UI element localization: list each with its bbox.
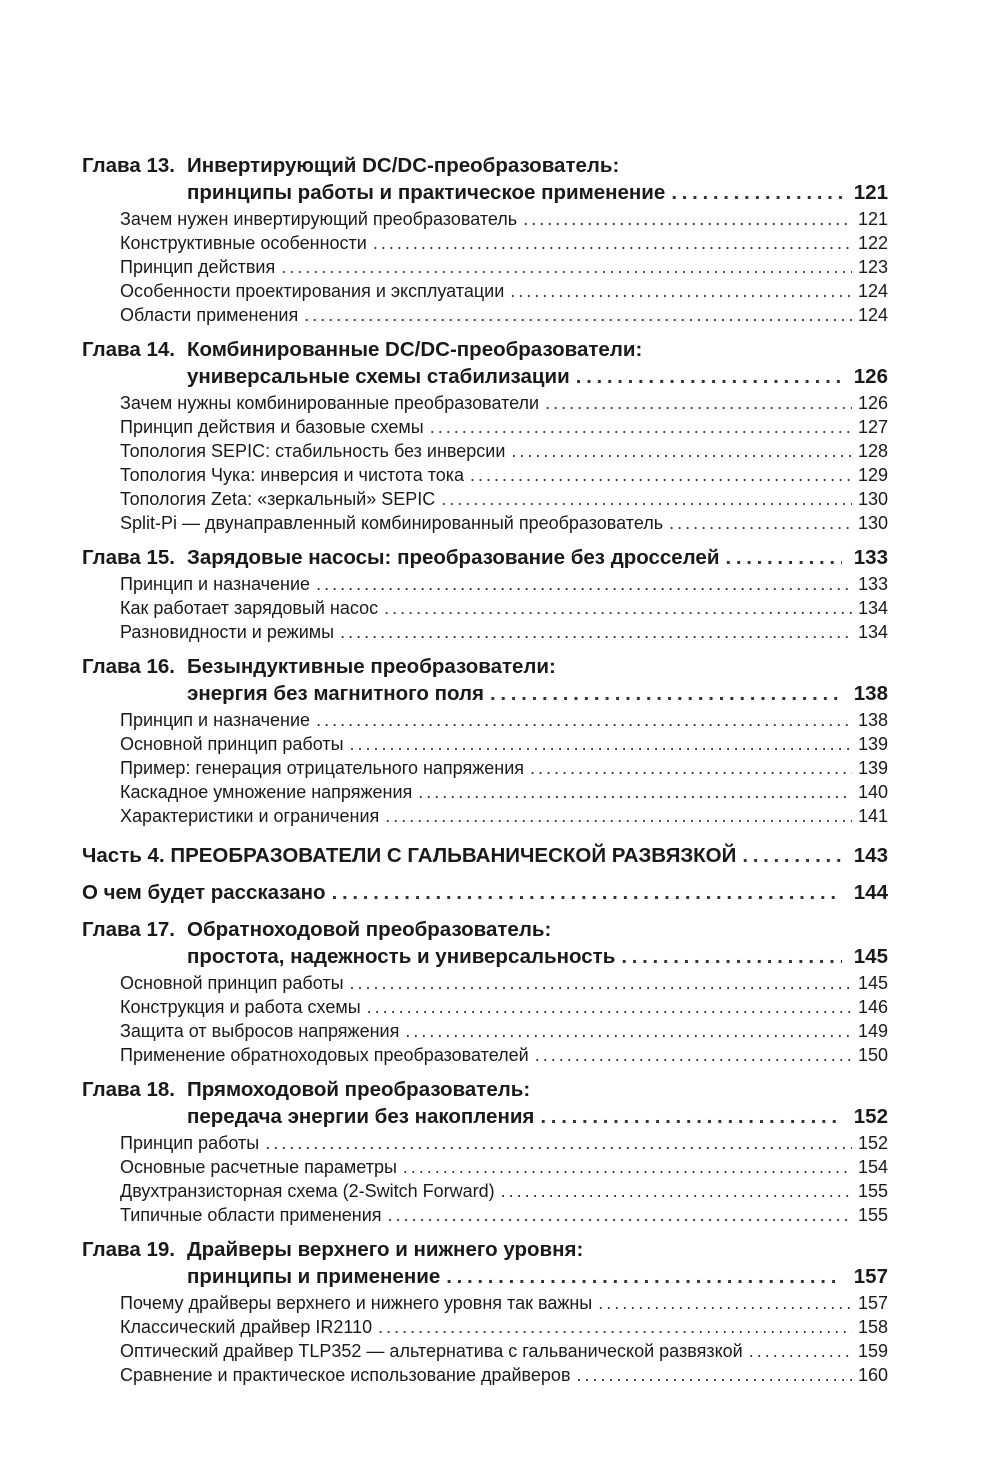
dot-leader — [742, 842, 842, 870]
section-title: Принцип работы — [120, 1133, 260, 1153]
intro-entry — [82, 879, 888, 907]
dot-leader — [350, 971, 852, 995]
chapter-title-line1 — [82, 152, 888, 179]
section-entry — [82, 620, 888, 644]
chapter-number: Глава 17. — [82, 918, 175, 941]
chapter-page: 121 — [853, 181, 888, 204]
section-title: Split-Pi — двунаправленный комбинированный преобразователь — [120, 513, 664, 533]
chapter-number: Глава 18. — [82, 1078, 175, 1101]
chapter-number: Глава 16. — [82, 655, 175, 678]
part-entry — [82, 842, 888, 870]
chapter-13 — [82, 152, 888, 327]
section-entry — [82, 1179, 888, 1203]
dot-leader — [749, 1339, 852, 1363]
section-entry — [82, 1203, 888, 1227]
section-page: 130 — [857, 513, 888, 533]
dot-leader — [350, 732, 852, 756]
dot-leader — [523, 207, 852, 231]
chapter-title-line1 — [82, 544, 888, 572]
chapter-title: Комбинированные DC/DC-преобразователи: — [187, 338, 643, 361]
dot-leader — [577, 1363, 852, 1387]
section-entry — [82, 780, 888, 804]
section-title: Конструкция и работа схемы — [120, 997, 361, 1017]
section-entry — [82, 1131, 888, 1155]
section-title: Принцип действия — [120, 257, 276, 277]
dot-leader — [316, 572, 852, 596]
section-entry — [82, 463, 888, 487]
dot-leader — [621, 943, 842, 971]
chapter-title-line2 — [82, 363, 888, 391]
section-page: 157 — [857, 1293, 888, 1313]
section-entry — [82, 1315, 888, 1339]
section-entry — [82, 1019, 888, 1043]
chapter-number: Глава 14. — [82, 338, 175, 361]
section-page: 155 — [857, 1205, 888, 1225]
section-page: 139 — [857, 734, 888, 754]
section-title: Характеристики и ограничения — [120, 806, 380, 826]
chapter-title-line1 — [82, 916, 888, 943]
section-title: Топология Чука: инверсия и чистота тока — [120, 465, 465, 485]
intro-page: 144 — [853, 881, 888, 904]
section-title: Почему драйверы верхнего и нижнего уровня так важны — [120, 1293, 593, 1313]
section-page: 129 — [857, 465, 888, 485]
dot-leader — [545, 391, 852, 415]
section-title: Каскадное умножение напряжения — [120, 782, 413, 802]
section-page: 149 — [857, 1021, 888, 1041]
chapter-title: Безындуктивные преобразователи: — [187, 655, 556, 678]
chapter-number: Глава 19. — [82, 1238, 175, 1261]
chapter-title: Драйверы верхнего и нижнего уровня: — [187, 1238, 584, 1261]
chapter-page: 157 — [853, 1265, 888, 1288]
chapter-page: 138 — [853, 682, 888, 705]
section-page: 152 — [857, 1133, 888, 1153]
chapter-title-line1 — [82, 336, 888, 363]
dot-leader — [446, 1263, 842, 1291]
chapter-title: Инвертирующий DC/DC-преобразователь: — [187, 154, 620, 177]
dot-leader — [265, 1131, 852, 1155]
section-entry — [82, 207, 888, 231]
chapter-page: 133 — [853, 546, 888, 569]
dot-leader — [316, 708, 852, 732]
section-title: Основные расчетные параметры — [120, 1157, 397, 1177]
section-entry — [82, 1339, 888, 1363]
dot-leader — [540, 1103, 842, 1131]
section-page: 134 — [857, 598, 888, 618]
dot-leader — [332, 879, 842, 907]
section-page: 139 — [857, 758, 888, 778]
chapter-page: 145 — [853, 945, 888, 968]
section-entry — [82, 415, 888, 439]
dot-leader — [281, 255, 852, 279]
section-title: Защита от выбросов напряжения — [120, 1021, 400, 1041]
dot-leader — [385, 804, 852, 828]
section-title: Принцип и назначение — [120, 710, 311, 730]
section-entry — [82, 1155, 888, 1179]
section-title: Сравнение и практическое использование драйверов — [120, 1365, 571, 1385]
section-page: 145 — [857, 973, 888, 993]
section-title: Конструктивные особенности — [120, 233, 367, 253]
section-entry — [82, 303, 888, 327]
section-entry — [82, 439, 888, 463]
section-entry — [82, 804, 888, 828]
section-entry — [82, 487, 888, 511]
dot-leader — [430, 415, 852, 439]
part-title: Часть 4. ПРЕОБРАЗОВАТЕЛИ С ГАЛЬВАНИЧЕСКОЙ РАЗВЯЗКОЙ — [82, 844, 737, 867]
dot-leader — [304, 303, 852, 327]
chapter-title: Зарядовые насосы: преобразование без дросселей — [187, 546, 720, 569]
section-entry — [82, 756, 888, 780]
section-title: Основной принцип работы — [120, 734, 344, 754]
dot-leader — [490, 680, 842, 708]
dot-leader — [511, 439, 852, 463]
section-title: Принцип и назначение — [120, 574, 311, 594]
section-page: 158 — [857, 1317, 888, 1337]
dot-leader — [671, 179, 842, 207]
chapter-19 — [82, 1236, 888, 1387]
chapter-17 — [82, 916, 888, 1067]
chapter-title-line1 — [82, 653, 888, 680]
section-title: Зачем нужен инвертирующий преобразователь — [120, 209, 518, 229]
section-entry — [82, 732, 888, 756]
section-title: Топология SEPIC: стабильность без инверсии — [120, 441, 506, 461]
section-title: Разновидности и режимы — [120, 622, 335, 642]
section-page: 138 — [857, 710, 888, 730]
section-page: 133 — [857, 574, 888, 594]
section-title: Основной принцип работы — [120, 973, 344, 993]
section-title: Оптический драйвер TLP352 — альтернатива с гальванической развязкой — [120, 1341, 743, 1361]
section-entry — [82, 279, 888, 303]
section-page: 146 — [857, 997, 888, 1017]
dot-leader — [384, 596, 852, 620]
section-page: 130 — [857, 489, 888, 509]
section-title: Применение обратноходовых преобразователей — [120, 1045, 529, 1065]
section-entry — [82, 572, 888, 596]
dot-leader — [501, 1179, 852, 1203]
dot-leader — [470, 463, 852, 487]
chapter-18 — [82, 1076, 888, 1227]
dot-leader — [669, 511, 852, 535]
section-page: 126 — [857, 393, 888, 413]
dot-leader — [373, 231, 852, 255]
chapter-number: Глава 13. — [82, 154, 175, 177]
section-title: Принцип действия и базовые схемы — [120, 417, 424, 437]
chapter-14 — [82, 336, 888, 535]
chapter-subtitle: энергия без магнитного поля — [187, 682, 484, 705]
section-entry — [82, 1043, 888, 1067]
chapter-subtitle: простота, надежность и универсальность — [187, 945, 616, 968]
section-page: 124 — [857, 305, 888, 325]
part-page: 143 — [853, 844, 888, 867]
section-page: 140 — [857, 782, 888, 802]
section-title: Области применения — [120, 305, 299, 325]
section-entry — [82, 971, 888, 995]
section-entry — [82, 1291, 888, 1315]
dot-leader — [576, 363, 842, 391]
chapter-title-line2 — [82, 680, 888, 708]
section-page: 141 — [857, 806, 888, 826]
dot-leader — [340, 620, 852, 644]
section-page: 121 — [857, 209, 888, 229]
section-page: 127 — [857, 417, 888, 437]
section-page: 150 — [857, 1045, 888, 1065]
dot-leader — [530, 756, 852, 780]
section-entry — [82, 708, 888, 732]
dot-leader — [367, 995, 852, 1019]
section-page: 123 — [857, 257, 888, 277]
chapter-title-line1 — [82, 1076, 888, 1103]
section-title: Двухтранзисторная схема (2-Switch Forward) — [120, 1181, 495, 1201]
chapter-15 — [82, 544, 888, 644]
section-page: 154 — [857, 1157, 888, 1177]
chapter-subtitle: принципы и применение — [187, 1265, 441, 1288]
chapter-title-line2 — [82, 943, 888, 971]
dot-leader — [598, 1291, 852, 1315]
chapter-title-line2 — [82, 1263, 888, 1291]
dot-leader — [378, 1315, 852, 1339]
section-title: Как работает зарядовый насос — [120, 598, 379, 618]
section-title: Зачем нужны комбинированные преобразователи — [120, 393, 540, 413]
section-entry — [82, 1363, 888, 1387]
chapter-subtitle: принципы работы и практическое применение — [187, 181, 666, 204]
section-page: 122 — [857, 233, 888, 253]
section-entry — [82, 231, 888, 255]
chapter-title-line2 — [82, 1103, 888, 1131]
section-page: 155 — [857, 1181, 888, 1201]
dot-leader — [388, 1203, 852, 1227]
dot-leader — [441, 487, 852, 511]
section-title: Пример: генерация отрицательного напряжения — [120, 758, 525, 778]
chapter-page: 152 — [853, 1105, 888, 1128]
dot-leader — [403, 1155, 852, 1179]
chapter-subtitle: передача энергии без накопления — [187, 1105, 535, 1128]
chapter-title: Обратноходовой преобразователь: — [187, 918, 552, 941]
chapter-subtitle: универсальные схемы стабилизации — [187, 365, 570, 388]
dot-leader — [510, 279, 852, 303]
section-title: Типичные области применения — [120, 1205, 382, 1225]
section-title: Особенности проектирования и эксплуатации — [120, 281, 505, 301]
section-page: 160 — [857, 1365, 888, 1385]
chapter-16 — [82, 653, 888, 828]
chapter-number: Глава 15. — [82, 546, 175, 569]
section-page: 128 — [857, 441, 888, 461]
dot-leader — [405, 1019, 852, 1043]
section-entry — [82, 391, 888, 415]
table-of-contents — [82, 152, 888, 1396]
section-title: Топология Zeta: «зеркальный» SEPIC — [120, 489, 436, 509]
section-entry — [82, 255, 888, 279]
section-entry — [82, 995, 888, 1019]
section-page: 124 — [857, 281, 888, 301]
dot-leader — [535, 1043, 852, 1067]
chapter-title: Прямоходовой преобразователь: — [187, 1078, 531, 1101]
section-page: 134 — [857, 622, 888, 642]
section-page: 159 — [857, 1341, 888, 1361]
chapter-title-line1 — [82, 1236, 888, 1263]
section-title: Классический драйвер IR2110 — [120, 1317, 373, 1337]
chapter-title-line2 — [82, 179, 888, 207]
section-entry — [82, 596, 888, 620]
section-entry — [82, 511, 888, 535]
intro-title: О чем будет рассказано — [82, 881, 326, 904]
dot-leader — [418, 780, 852, 804]
dot-leader — [725, 544, 842, 572]
chapter-page: 126 — [853, 365, 888, 388]
